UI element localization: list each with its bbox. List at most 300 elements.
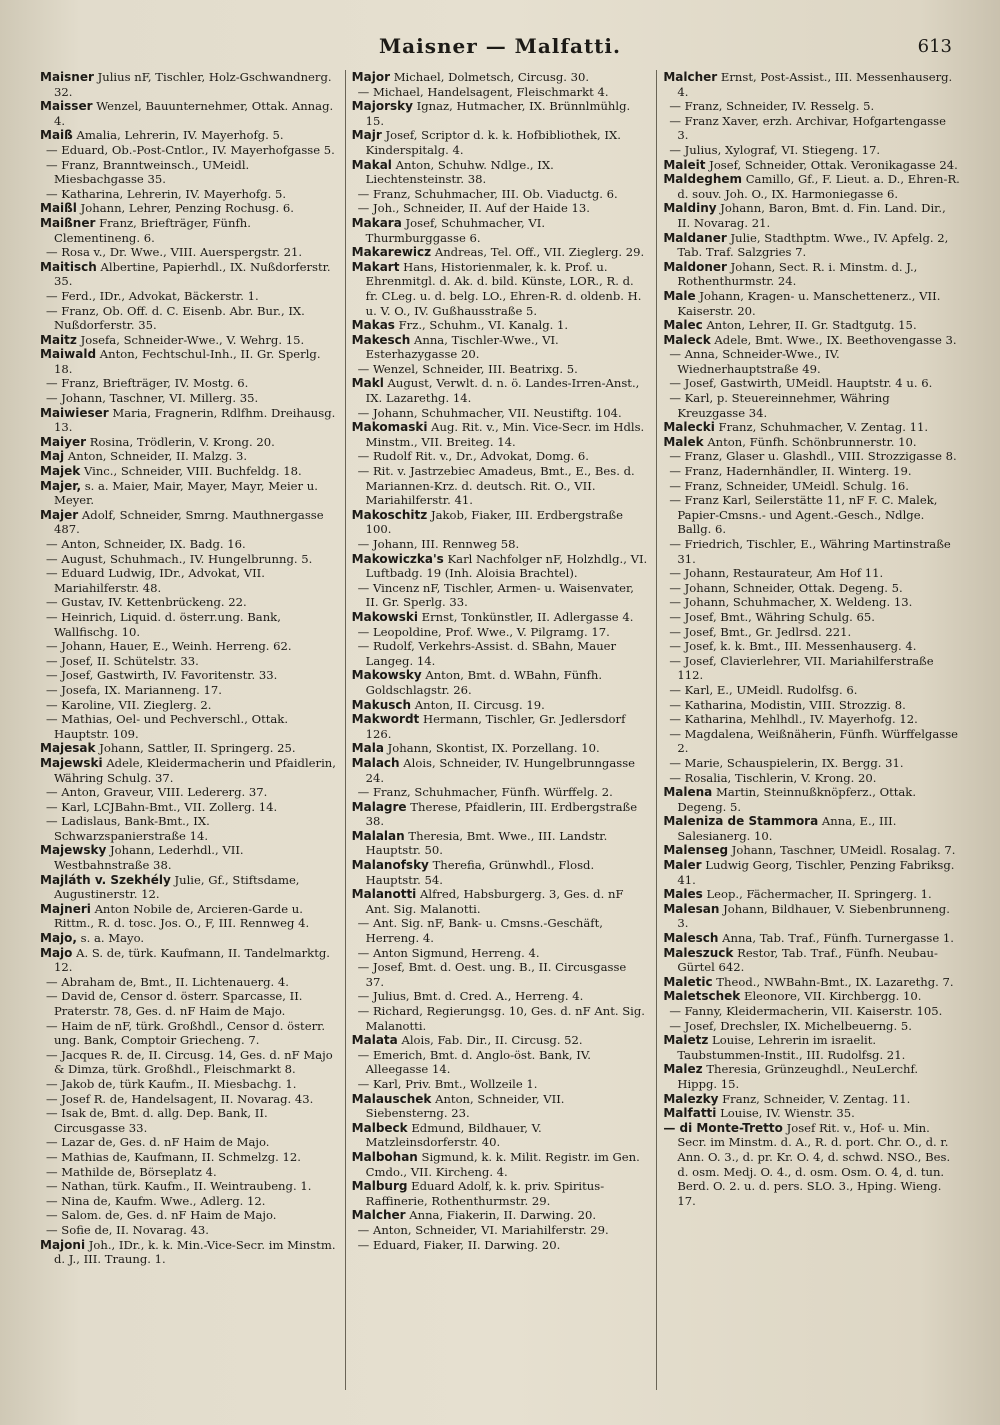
directory-entry (40, 975, 337, 990)
directory-entry (352, 158, 649, 187)
directory-entry (663, 931, 960, 946)
directory-entry (40, 1135, 337, 1150)
directory-entry (352, 581, 649, 610)
entry-details: — Franz Xaver, erzh. Archivar, Hofgartengasse 3. (669, 113, 946, 143)
entry-details: — Mathias, Oel- und Pechverschl., Ottak. Hauptstr. 109. (46, 712, 289, 741)
directory-entry (40, 1106, 337, 1135)
entry-details: — Richard, Regierungsg. 10, Ges. d. nF Ant. Sig. Malanotti. (357, 1004, 645, 1033)
entry-details: Ernst, Post-Assist., III. Messenhauserg. 4. (677, 70, 953, 99)
directory-entry (663, 1106, 960, 1121)
directory-entry (663, 99, 960, 114)
directory-entry (663, 1004, 960, 1019)
entry-surname: — di Monte-Tretto (663, 1120, 783, 1135)
entry-surname: Malach (351, 755, 400, 770)
entry-surname: Majláth v. Szekhély (40, 872, 171, 887)
entry-surname: Makart (351, 259, 400, 274)
directory-entry (352, 1223, 649, 1238)
directory-entry (663, 975, 960, 990)
directory-entry (40, 785, 337, 800)
entry-details: Hans, Historienmaler, k. k. Prof. u. Ehrenmitgl. d. Ak. d. bild. Künste, LOR., R. d. fr. CLeg. u. d. belg. LO., Ehren-R. d. oldenb. H. u. V. O., IV. Gußhausstraße 5. (365, 259, 642, 318)
entry-details: — Karl, LCJBahn-Bmt., VII. Zollerg. 14. (46, 799, 278, 814)
entry-details: Anton Nobile de, Arcieren-Garde u. Rittm., R. d. tosc. Jos. O., F, III. Rennweg 4. (54, 901, 310, 931)
entry-surname: Majorsky (351, 99, 413, 114)
directory-entry (40, 989, 337, 1018)
directory-entry (663, 712, 960, 727)
entry-details: Frz., Schuhm., VI. Kanalg. 1. (398, 318, 569, 333)
entry-details: — Johann, Schuhmacher, VII. Neustiftg. 104. (357, 405, 622, 420)
directory-entry (352, 376, 649, 405)
entry-details: Theod., NWBahn-Bmt., IX. Lazarethg. 7. (716, 974, 954, 989)
entry-surname: Maißl (40, 201, 77, 216)
entry-surname: Malanofsky (351, 858, 429, 873)
entry-details: Adolf, Schneider, Smrng. Mauthnergasse 487. (54, 507, 324, 537)
directory-entry (663, 201, 960, 230)
directory-entry (663, 537, 960, 566)
column-left (36, 70, 341, 1390)
entry-details: Wenzel, Bauunternehmer, Ottak. Annag. 4. (54, 99, 334, 128)
directory-entry (40, 508, 337, 537)
entry-surname: Makowski (351, 609, 418, 624)
directory-entry (352, 1033, 649, 1048)
directory-entry (663, 479, 960, 494)
entry-surname: Maletschek (663, 989, 741, 1004)
entry-details: — Josef, II. Schütelstr. 33. (46, 653, 199, 668)
entry-surname: Malcher (351, 1208, 406, 1223)
entry-surname: Malagre (351, 799, 407, 814)
entry-details: — Eduard, Ob.-Post-Cntlor., IV. Mayerhofgasse 5. (46, 142, 335, 157)
entry-surname: Majo (40, 945, 73, 960)
directory-entry (40, 668, 337, 683)
entry-details: Michael, Dolmetsch, Circusg. 30. (393, 70, 590, 84)
directory-entry (352, 508, 649, 537)
entry-surname: Majek (40, 464, 81, 479)
entry-details: A. S. de, türk. Kaufmann, II. Tandelmarktg. 12. (54, 945, 330, 975)
directory-entry (40, 537, 337, 552)
entry-details: — Johann, Restaurateur, Am Hof 11. (669, 566, 884, 581)
entry-details: Alois, Fab. Dir., II. Circusg. 52. (401, 1033, 583, 1048)
entry-surname: Malec (663, 318, 703, 333)
directory-entry (663, 376, 960, 391)
directory-entry (40, 639, 337, 654)
entry-surname: Makowiczka's (351, 551, 444, 566)
directory-entry (663, 654, 960, 683)
directory-entry (352, 449, 649, 464)
entry-details: — Franz, Hadernhändler, II. Winterg. 19. (669, 464, 912, 479)
directory-entry (663, 143, 960, 158)
entry-details: Johann, Skontist, IX. Porzellang. 10. (387, 741, 600, 756)
directory-entry (663, 333, 960, 348)
entry-details: Theresia, Grünzeughdl., NeuLerchf. Hippg. 15. (677, 1062, 919, 1091)
entry-details: Sigmund, k. k. Milit. Registr. im Gen. Cmdo., VII. Kircheng. 4. (365, 1149, 640, 1179)
entry-surname: Malata (351, 1033, 398, 1048)
directory-entry (40, 712, 337, 741)
entry-surname: Makowsky (351, 668, 422, 683)
entry-details: — Rudolf, Verkehrs-Assist. d. SBahn, Mauer Langeg. 14. (357, 639, 617, 668)
directory-entry (352, 537, 649, 552)
directory-entry (352, 625, 649, 640)
entry-details: — Franz, Schneider, UMeidl. Schulg. 16. (669, 478, 909, 493)
entry-surname: Majneri (40, 901, 91, 916)
entry-surname: Maleit (663, 157, 706, 172)
entry-surname: Maisner (40, 70, 94, 84)
entry-details: August, Verwlt. d. n. ö. Landes-Irren-Anst., IX. Lazarethg. 14. (365, 376, 640, 406)
entry-details: — Katharina, Modistin, VIII. Strozzig. 8. (669, 697, 906, 712)
directory-entry (40, 406, 337, 435)
entry-details: Johann, Lehrer, Penzing Rochusg. 6. (80, 201, 294, 216)
entry-surname: Majoni (40, 1237, 86, 1252)
entry-surname: Malesan (663, 901, 720, 916)
directory-entry (663, 771, 960, 786)
entry-details: — Eduard Ludwig, IDr., Advokat, VII. Mariahilferstr. 48. (46, 566, 265, 595)
directory-entry (352, 1004, 649, 1033)
entry-details: Therese, Pfaidlerin, III. Erdbergstraße 38. (365, 799, 638, 829)
entry-surname: Makoschitz (351, 507, 428, 522)
entry-details: — Josef, Bmt. d. Oest. ung. B., II. Circusgasse 37. (357, 960, 627, 989)
directory-entry (663, 347, 960, 376)
entry-surname: Maiß (40, 128, 73, 143)
directory-entry (352, 946, 649, 961)
directory-entry (352, 698, 649, 713)
directory-entry (352, 741, 649, 756)
directory-entry (663, 887, 960, 902)
entry-details: — Franz, Schuhmacher, III. Ob. Viaductg. 6. (357, 186, 618, 201)
entry-details: Johann, Lederhdl., VII. Westbahnstraße 38. (54, 843, 244, 873)
entry-details: — Rit. v. Jastrzebiec Amadeus, Bmt., E., Bes. d. Mariannen-Krz. d. deutsch. Rit. O., VII. Mariahilferstr. 41. (357, 464, 635, 508)
entry-surname: Maleniza de Stammora (663, 814, 819, 829)
entry-details: Ignaz, Hutmacher, IX. Brünnlmühlg. 15. (365, 99, 631, 128)
entry-details: — Anton, Graveur, VIII. Ledererg. 37. (46, 785, 268, 800)
entry-details: — Franz Karl, Seilerstätte 11, nF F. C. Malek, Papier-Cmsns.- und Agent.-Gesch., Ndlge. Ballg. 6. (669, 493, 938, 537)
directory-entry (40, 683, 337, 698)
entry-details: Anton, Schuhw. Ndlge., IX. Liechtensteinstr. 38. (365, 157, 554, 187)
entry-surname: Makomaski (351, 420, 428, 435)
directory-entry (663, 989, 960, 1004)
entry-details: — Anna, Schneider-Wwe., IV. Wiednerhauptstraße 49. (669, 347, 840, 376)
directory-entry (663, 231, 960, 260)
directory-entry (352, 1092, 649, 1121)
entry-surname: Maldaner (663, 230, 727, 245)
entry-details: Anna, E., III. Salesianerg. 10. (677, 814, 897, 843)
entry-surname: Majewsky (40, 843, 107, 858)
entry-details: Josef Rit. v., Hof- u. Min. Secr. im Minstm. d. A., R. d. port. Chr. O., d. r. Ann. O. 3., d. pr. Kr. O. 4, d. schwd. NSO., Bes. d. osm. Medj. O. 4., d. osm. Osm. O. 4, d. tun. Berd. O. 2. u. d. pers. SLO. 3., Hping. Wieng. 17. (677, 1120, 951, 1208)
entry-details: — Wenzel, Schneider, III. Beatrixg. 5. (357, 361, 578, 376)
directory-columns (36, 70, 964, 1390)
directory-entry (40, 435, 337, 450)
entry-details: — Franz, Schneider, IV. Resselg. 5. (669, 99, 875, 114)
entry-details: — Jacques R. de, II. Circusg. 14, Ges. d. nF Majo & Dimza, türk. Großhdl., Fleischmarkt 8. (46, 1047, 333, 1077)
directory-entry (352, 916, 649, 945)
entry-details: Franz, Briefträger, Fünfh. Clementineng. 6. (54, 215, 251, 245)
entry-details: — Ferd., IDr., Advokat, Bäckerstr. 1. (46, 288, 259, 303)
entry-details: — Anton, Schneider, VI. Mariahilferstr. 29. (357, 1222, 609, 1237)
entry-details: — Josef, Drechsler, IX. Michelbeuerng. 5. (669, 1018, 912, 1033)
directory-entry (352, 800, 649, 829)
entry-details: — Anton Sigmund, Herreng. 4. (357, 945, 540, 960)
entry-details: — Mathilde de, Börseplatz 4. (46, 1164, 217, 1179)
entry-surname: Makl (351, 376, 384, 391)
directory-entry (663, 581, 960, 596)
directory-entry (352, 712, 649, 741)
entry-details: Johann, Taschner, UMeidl. Rosalag. 7. (731, 843, 956, 858)
entry-details: — Joh., Schneider, II. Auf der Haide 13. (357, 201, 590, 216)
entry-surname: Makarewicz (351, 245, 432, 260)
entry-details: — Fanny, Kleidermacherin, VII. Kaiserstr. 105. (669, 1004, 943, 1018)
entry-surname: Maiyer (40, 434, 87, 449)
directory-entry (663, 566, 960, 581)
entry-details: — Josef, Gastwirth, IV. Favoritenstr. 33. (46, 668, 278, 683)
entry-details: Julie, Gf., Stiftsdame, Augustinerstr. 12. (54, 872, 300, 902)
directory-entry (40, 245, 337, 260)
entry-details: Alfred, Habsburgerg. 3, Ges. d. nF Ant. Sig. Malanotti. (365, 887, 624, 916)
entry-surname: Malbohan (351, 1149, 418, 1164)
entry-surname: Maj (40, 449, 65, 464)
entry-surname: Makesch (351, 332, 411, 347)
directory-entry (663, 727, 960, 756)
directory-entry (663, 464, 960, 479)
entry-surname: Makal (351, 157, 392, 172)
entry-surname: Maldoner (663, 259, 727, 274)
directory-entry (40, 143, 337, 158)
entry-surname: Maleck (663, 332, 711, 347)
entry-details: — Emerich, Bmt. d. Anglo-öst. Bank, IV. Alleegasse 14. (357, 1047, 591, 1077)
directory-entry (352, 1208, 649, 1223)
entry-details: — Friedrich, Tischler, E., Währing Martinstraße 31. (669, 537, 951, 566)
entry-details: — Mathias de, Kaufmann, II. Schmelzg. 12. (46, 1149, 301, 1164)
entry-details: Maria, Fragnerin, Rdlfhm. Dreihausg. 13. (54, 405, 336, 435)
directory-entry (663, 420, 960, 435)
directory-entry (352, 1238, 649, 1253)
entry-details: — Ant. Sig. nF, Bank- u. Cmsns.-Geschäft, Herreng. 4. (357, 916, 603, 946)
directory-entry (352, 1048, 649, 1077)
directory-entry (40, 902, 337, 931)
entry-details: — Josef, Clavierlehrer, VII. Mariahilferstraße 112. (669, 653, 934, 683)
entry-details: — Josef, Gastwirth, UMeidl. Hauptstr. 4 u. 6. (669, 376, 933, 391)
directory-entry (40, 391, 337, 406)
entry-details: Johann, Sattler, II. Springerg. 25. (99, 741, 296, 756)
directory-entry (40, 814, 337, 843)
entry-details: Ludwig Georg, Tischler, Penzing Fabriksg. 41. (677, 858, 955, 887)
directory-entry (352, 1121, 649, 1150)
directory-entry (352, 333, 649, 362)
entry-details: Anton, II. Circusg. 19. (414, 697, 545, 712)
entry-surname: Maißner (40, 215, 96, 230)
directory-entry (40, 873, 337, 902)
entry-details: — Johann, III. Rennweg 58. (357, 537, 520, 551)
entry-details: Jakob, Fiaker, III. Erdbergstraße 100. (365, 507, 623, 537)
directory-entry (40, 158, 337, 187)
directory-entry (352, 829, 649, 858)
directory-entry (663, 435, 960, 450)
directory-entry (352, 989, 649, 1004)
entry-details: Joh., IDr., k. k. Min.-Vice-Secr. im Minstm. d. J., III. Traung. 1. (54, 1237, 336, 1267)
directory-entry (352, 128, 649, 157)
entry-surname: Maldeghem (663, 172, 742, 187)
entry-surname: Maiwald (40, 347, 97, 362)
entry-details: — Josef R. de, Handelsagent, II. Novarag. 43. (46, 1091, 314, 1106)
directory-entry (40, 187, 337, 202)
directory-entry (663, 698, 960, 713)
entry-surname: Majewski (40, 755, 103, 770)
directory-entry (352, 960, 649, 989)
directory-entry (663, 639, 960, 654)
entry-surname: Makara (351, 215, 402, 230)
entry-details: Aug. Rit. v., Min. Vice-Secr. im Hdls. Minstm., VII. Breiteg. 14. (365, 420, 645, 449)
entry-details: — Franz, Glaser u. Glashdl., VIII. Strozzigasse 8. (669, 449, 957, 464)
directory-entry (40, 99, 337, 128)
directory-entry (40, 201, 337, 216)
entry-details: Anna, Fiakerin, II. Darwing. 20. (409, 1208, 597, 1223)
column-right (656, 70, 964, 1390)
directory-entry (663, 172, 960, 201)
directory-entry (40, 946, 337, 975)
entry-surname: Malena (663, 785, 713, 800)
entry-details: — Ladislaus, Bank-Bmt., IX. Schwarzspanierstraße 14. (46, 814, 210, 843)
directory-entry (352, 99, 649, 128)
directory-entry (663, 785, 960, 814)
entry-surname: Majer, (40, 478, 82, 493)
directory-entry (40, 1150, 337, 1165)
entry-details: — Karl, E., UMeidl. Rudolfsg. 6. (669, 682, 858, 697)
entry-surname: Maleszuck (663, 945, 734, 960)
entry-details: — Rudolf Rit. v., Dr., Advokat, Domg. 6. (357, 449, 589, 464)
entry-surname: Majo, (40, 931, 77, 946)
entry-details: — Franz, Schuhmacher, Fünfh. Würffelg. 2. (357, 785, 613, 800)
entry-details: — Haim de nF, türk. Großhdl., Censor d. österr. ung. Bank, Comptoir Griecheng. 7. (46, 1018, 326, 1048)
directory-entry (40, 566, 337, 595)
directory-entry (40, 1179, 337, 1194)
directory-entry (663, 260, 960, 289)
entry-details: — Eduard, Fiaker, II. Darwing. 20. (357, 1237, 561, 1252)
directory-entry (40, 1223, 337, 1238)
entry-details: Anton, Schneider, II. Malzg. 3. (67, 449, 248, 464)
column-middle (345, 70, 653, 1390)
directory-entry (40, 756, 337, 785)
directory-entry (40, 449, 337, 464)
entry-details: Franz, Schneider, V. Zentag. 11. (722, 1091, 911, 1106)
entry-details: Julius nF, Tischler, Holz-Gschwandnerg. 32. (54, 70, 332, 99)
entry-details: — Josef, k. k. Bmt., III. Messenhauserg. 4. (669, 639, 917, 654)
entry-details: — Franz, Ob. Off. d. C. Eisenb. Abr. Bur., IX. Nußdorferstr. 35. (46, 303, 305, 333)
directory-entry (663, 1092, 960, 1107)
entry-details: Therefia, Grünwhdl., Flosd. Hauptstr. 54. (365, 858, 595, 887)
entry-surname: Majesak (40, 741, 96, 756)
entry-details: Alois, Schneider, IV. Hungelbrunngasse 24. (365, 755, 636, 785)
entry-surname: Males (663, 887, 703, 902)
entry-details: — Josef, Bmt., Währing Schulg. 65. (669, 609, 875, 624)
directory-entry (663, 449, 960, 464)
entry-surname: Malez (663, 1062, 703, 1077)
directory-entry (40, 931, 337, 946)
directory-entry (663, 946, 960, 975)
directory-entry (663, 1033, 960, 1062)
directory-entry (40, 216, 337, 245)
directory-entry (40, 843, 337, 872)
entry-surname: Malfatti (663, 1106, 717, 1121)
directory-entry (40, 552, 337, 567)
directory-entry (663, 610, 960, 625)
entry-surname: Makusch (351, 697, 412, 712)
entry-details: — Johann, Hauer, E., Weinh. Herreng. 62. (46, 639, 292, 654)
directory-entry (352, 1150, 649, 1179)
directory-entry (40, 70, 337, 99)
entry-surname: Major (351, 70, 390, 84)
entry-details: Josef, Schneider, Ottak. Veronikagasse 24. (709, 157, 958, 172)
entry-details: Josef, Scriptor d. k. k. Hofbibliothek, IX. Kinderspitalg. 4. (365, 128, 621, 157)
entry-details: Anton, Lehrer, II. Gr. Stadtgutg. 15. (706, 318, 917, 333)
entry-details: — Rosalia, Tischlerin, V. Krong. 20. (669, 770, 877, 785)
directory-entry (352, 318, 649, 333)
entry-details: Theresia, Bmt. Wwe., III. Landstr. Hauptstr. 50. (365, 828, 608, 858)
entry-details: Rosina, Trödlerin, V. Krong. 20. (89, 434, 275, 449)
entry-details: — Michael, Handelsagent, Fleischmarkt 4. (357, 84, 609, 99)
entry-details: — Nina de, Kaufm. Wwe., Adlerg. 12. (46, 1193, 266, 1208)
entry-details: — Karl, p. Steuereinnehmer, Währing Kreuzgasse 34. (669, 391, 890, 420)
entry-details: Johann, Bildhauer, V. Siebenbrunneng. 3. (677, 901, 950, 931)
directory-entry (40, 610, 337, 639)
directory-entry (352, 1077, 649, 1092)
entry-details: s. a. Maier, Mair, Mayer, Mayr, Meier u. Meyer. (54, 478, 318, 508)
entry-surname: Malecki (663, 420, 715, 435)
directory-entry (352, 639, 649, 668)
directory-entry (40, 1019, 337, 1048)
directory-entry (352, 362, 649, 377)
entry-details: Julie, Stadthptm. Wwe., IV. Apfelg. 2, Tab. Traf. Salzgries 7. (677, 230, 949, 260)
entry-surname: Malbeck (351, 1120, 408, 1135)
directory-entry (352, 887, 649, 916)
entry-details: — Leopoldine, Prof. Wwe., V. Pilgramg. 17. (357, 624, 610, 639)
directory-entry (663, 595, 960, 610)
directory-entry (40, 1048, 337, 1077)
entry-details: — Katharina, Mehlhdl., IV. Mayerhofg. 12. (669, 712, 918, 727)
entry-details: — August, Schuhmach., IV. Hungelbrunng. 5. (46, 551, 313, 566)
entry-details: Eduard Adolf, k. k. priv. Spiritus-Raffinerie, Rothenthurmstr. 29. (365, 1179, 605, 1208)
directory-entry (352, 216, 649, 245)
entry-details: Johann, Baron, Bmt. d. Fin. Land. Dir., II. Novarag. 21. (677, 201, 946, 230)
entry-surname: Maiwieser (40, 405, 109, 420)
entry-details: Josefa, Schneider-Wwe., V. Wehrg. 15. (80, 332, 305, 347)
entry-details: Anton, Fechtschul-Inh., II. Gr. Sperlg. 18. (54, 347, 321, 376)
entry-details: Anton, Schneider, VII. Siebensterng. 23. (365, 1091, 565, 1121)
directory-entry (663, 625, 960, 640)
entry-surname: Malburg (351, 1179, 408, 1194)
directory-entry (40, 1077, 337, 1092)
entry-details: — Johann, Schuhmacher, X. Weldeng. 13. (669, 595, 913, 610)
entry-surname: Maitz (40, 332, 77, 347)
entry-details: Restor, Tab. Traf., Fünfh. Neubau-Gürtel 642. (677, 945, 938, 975)
entry-surname: Malauschek (351, 1091, 432, 1106)
entry-surname: Majer (40, 507, 79, 522)
entry-surname: Malek (663, 434, 704, 449)
directory-entry (663, 391, 960, 420)
entry-details: Martin, Steinnußknöpferz., Ottak. Degeng. 5. (677, 785, 917, 814)
entry-details: Josef, Schuhmacher, VI. Thurmburggasse 6. (365, 215, 546, 245)
directory-entry (352, 420, 649, 449)
entry-details: — Jakob de, türk Kaufm., II. Miesbachg. 1. (46, 1076, 297, 1091)
entry-surname: Malcher (663, 70, 718, 84)
directory-entry (40, 1194, 337, 1209)
entry-details: Karl Nachfolger nF, Holzhdlg., VI. Luftbadg. 19 (Inh. Aloisia Brachtel). (365, 551, 648, 581)
page-number: 613 (917, 36, 952, 57)
directory-entry (352, 201, 649, 216)
entry-surname: Malesch (663, 931, 719, 946)
entry-details: Vinc., Schneider, VIII. Buchfeldg. 18. (83, 464, 302, 479)
entry-surname: Malenseg (663, 843, 729, 858)
entry-surname: Makwordt (351, 712, 420, 727)
entry-details: Edmund, Bildhauer, V. Matzleinsdorferstr. 40. (365, 1120, 542, 1150)
entry-details: Louise, IV. Wienstr. 35. (720, 1106, 855, 1121)
entry-surname: Malanotti (351, 887, 417, 902)
entry-details: — Magdalena, Weißnäherin, Fünfh. Würffelgasse 2. (669, 726, 959, 756)
